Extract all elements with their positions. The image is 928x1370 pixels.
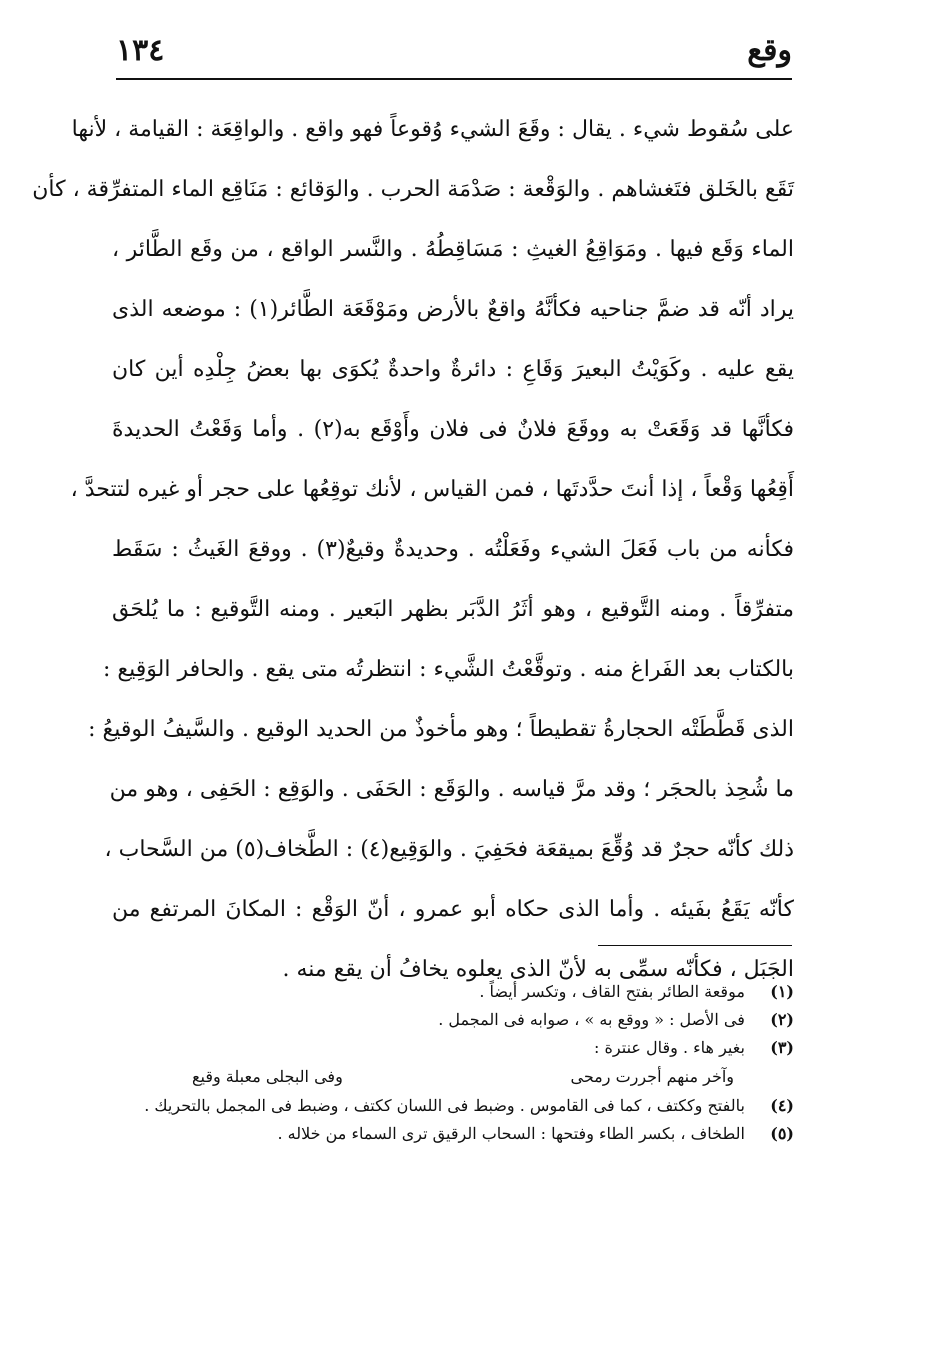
body-line: يقع عليه . وكَوَيْتُ البعيرَ وَقَاعِ : دائرةٌ واحدةٌ يُكوَى بها بعضُ جِلْدِه أين كان — [112, 357, 794, 382]
body-line: أَقِعُها وَقْعاً ، إذا أنتَ حدَّدتَها ، فمن القياس ، لأنك توقِعُها على حجر أو غيره لتتحدَّ ، — [70, 477, 794, 502]
footnote-text: الطخاف ، بكسر الطاء وفتحها : السحاب الرقيق ترى السماء من خلاله . — [277, 1124, 745, 1143]
body-line: فكأنَّها قد وَقَعَتْ به ووقَعَ فلانٌ فى فلان وأَوْقَع به(٢) . وأما وَقَعْتُ الحديدةَ — [112, 417, 794, 442]
footnote-number: (٤) — [770, 1096, 794, 1115]
body-line: تَقَع بالخَلق فتَغشاهم . والوَقْعة : صَدْمَة الحرب . والوَقائع : مَنَاقِع الماء المتفرِّقة ، كأن — [32, 177, 794, 202]
running-title: وقع — [747, 33, 792, 68]
footnote-number: (٣) — [770, 1038, 794, 1057]
footnote-text: فى الأصل : « ووقع به » ، صوابه فى المجمل . — [438, 1010, 745, 1029]
body-text — [32, 100, 795, 1000]
body-line: على سُقوط شيء . يقال : وقَعَ الشيء وُقوعاً فهو واقع . والواقِعَة : القيامة ، لأنها — [71, 117, 794, 142]
verse-second-hemistich: وفى البجلى معبلة وقيع — [192, 1067, 343, 1086]
verse-first-hemistich: وآخر منهم أجررت رمحى — [570, 1067, 734, 1086]
footnote-text: بغير هاء . وقال عنترة : — [594, 1038, 745, 1057]
body-line: يراد أنّه قد ضمَّ جناحيه فكأنَّهُ واقعٌ بالأرض ومَوْقَعَة الطَّائر(١) : موضعه الذى — [112, 297, 795, 322]
footnotes — [112, 978, 794, 1148]
footnote — [112, 1006, 794, 1034]
running-head — [116, 28, 792, 68]
footnote-number: (٢) — [770, 1010, 794, 1029]
footnote-number: (٥) — [770, 1124, 794, 1143]
verse — [112, 1062, 794, 1092]
footnote-number: (١) — [770, 982, 794, 1001]
footnote-text: موقعة الطائر بفتح القاف ، وتكسر أيضاً . — [479, 982, 745, 1001]
body-line: ما شُحِذ بالحجَر ؛ وقد مرَّ قياسه . والوَقَع : الحَفَى . والوَقِع : الحَفِى ، وهو من — [109, 777, 794, 802]
footnote-text: بالفتح وككتف ، كما فى القاموس . وضبط فى اللسان ككتف ، وضبط فى المجمل بالتحريك . — [144, 1096, 745, 1115]
footnote-rule — [598, 945, 792, 946]
body-line: بالكتاب بعد الفَراغ منه . وتوقَّعْتُ الشَّيء : انتظرتُه متى يقع . والحافر الوَقِيع : — [103, 657, 794, 682]
footnote — [112, 1120, 794, 1148]
footnote — [112, 1092, 794, 1120]
body-line: الجَبَل ، فكأنّه سمِّى به لأنّ الذى يعلوه يخافُ أن يقع منه . — [282, 957, 794, 982]
header-rule — [116, 78, 792, 80]
body-line: كأنّه يَقَعُ بفَيئه . وأما الذى حكاه أبو عمرو ، أنّ الوَقْع : المكانَ المرتفع من — [112, 897, 794, 922]
body-line: الذى قَطَّطَتْه الحجارةُ تقطيطاً ؛ وهو مأخوذٌ من الحديد الوقيع . والسَّيفُ الوقيعُ : — [88, 717, 794, 742]
footnote — [112, 1034, 794, 1062]
body-line: الماء وَقَع فيها . ومَوَاقِعُ الغيثِ : مَسَاقِطُهُ . والنَّسر الواقع ، من وقَع الطَّائر ، — [112, 237, 794, 262]
body-line: فكأنه من باب فَعَلَ الشيء وفَعَلْتُه . وحديدةٌ وقيعٌ(٣) . ووقعَ الغَيثُ : سَقَط — [112, 537, 794, 562]
body-line: متفرِّقاً . ومنه التَّوقيع ، وهو أثَرُ الدَّبَر بظهر البَعير . ومنه التَّوقيع : ما يُلحَق — [112, 597, 794, 622]
footnote — [112, 978, 794, 1006]
page-number: ١٣٤ — [116, 33, 165, 68]
body-line: ذلك كأنّه حجرٌ قد وُقِّعَ بميقعَة فحَفِيَ . والوَقِيع(٤) : الطَّخاف(٥) من السَّحاب ، — [104, 837, 794, 862]
